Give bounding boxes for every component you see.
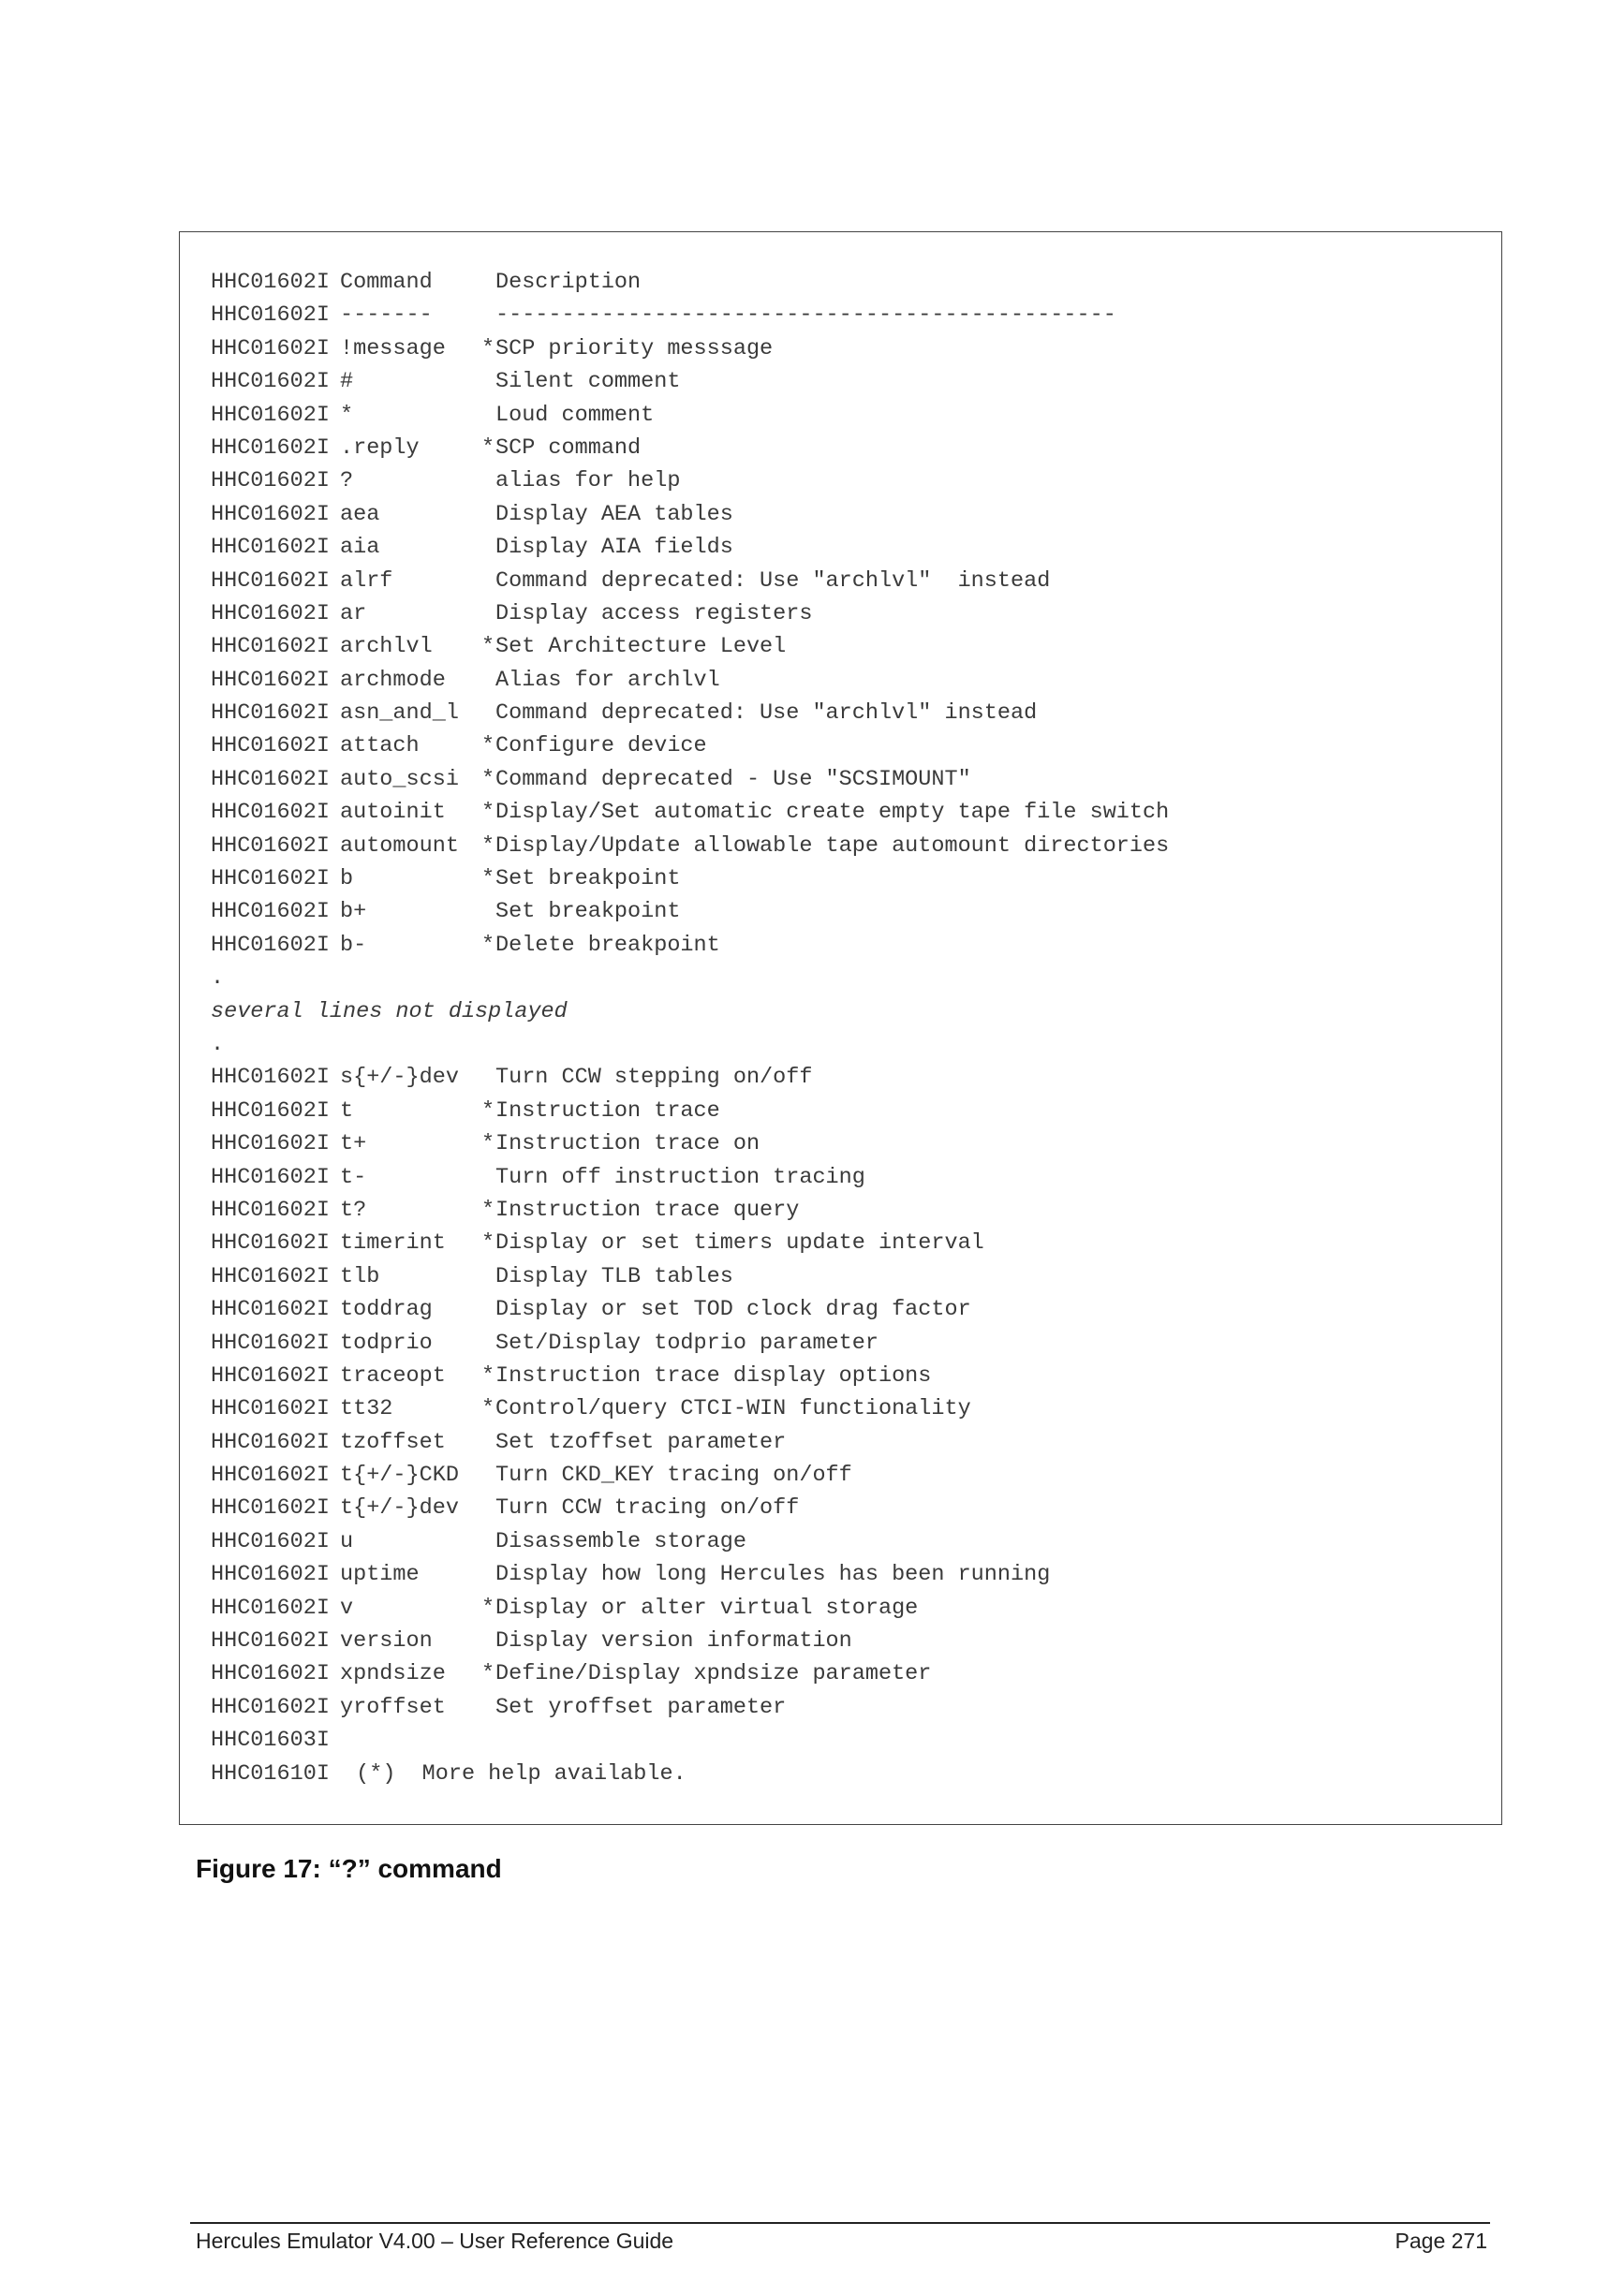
more-help-marker: * [480,866,495,892]
more-help-marker: * [480,335,495,361]
command-name: tlb [340,1263,380,1289]
command-name: version [340,1628,433,1655]
message-id: HHC01602I [211,535,330,561]
command-description: Display AIA fields [495,535,733,561]
tail-line: HHC01603I [211,1728,330,1754]
more-help-marker: * [480,1197,495,1223]
message-id: HHC01602I [211,1528,330,1554]
command-name: archlvl [340,634,433,660]
listing-row [211,763,1483,796]
listing-row [211,1558,1483,1591]
message-id: HHC01602I [211,567,330,594]
command-name: b+ [340,899,367,925]
message-id: HHC01602I [211,832,330,859]
listing-row [211,1327,1483,1360]
listing-row [211,1392,1483,1425]
message-id: HHC01602I [211,800,330,826]
more-help-marker: * [480,733,495,759]
message-id: HHC01602I [211,700,330,727]
command-name: t [340,1097,354,1124]
listing-row [211,1360,1483,1392]
command-description: Display AEA tables [495,501,733,527]
command-description: Display how long Hercules has been running [495,1562,1051,1588]
command-description: Instruction trace [495,1097,720,1124]
message-id: HHC01602I [211,468,330,494]
listing-row [211,729,1483,762]
more-help-marker: * [480,1595,495,1621]
command-description: Display/Update allowable tape automount directories [495,832,1170,859]
command-name: traceopt [340,1362,446,1389]
command-name: t+ [340,1131,367,1157]
listing-row [211,1061,1483,1094]
listing-row [211,1625,1483,1657]
command-name: aia [340,535,380,561]
listing-row [211,365,1483,398]
command-description: SCP priority messsage [495,335,774,361]
command-description: Delete breakpoint [495,932,720,958]
message-id: HHC01602I [211,1694,330,1720]
more-help-marker: * [480,634,495,660]
command-description: ----------------------------------------------- [495,302,1116,329]
command-description: Silent comment [495,369,681,395]
message-id: HHC01602I [211,1429,330,1455]
command-description: Display/Set automatic create empty tape file switch [495,800,1170,826]
command-description: Display access registers [495,600,813,626]
listing-row [211,862,1483,895]
message-id: HHC01602I [211,1595,330,1621]
more-help-marker: * [480,1230,495,1257]
listing-row [211,1592,1483,1625]
command-name: t? [340,1197,367,1223]
command-name: t{+/-}dev [340,1495,459,1522]
listing-row [211,697,1483,729]
command-description: Display or set timers update interval [495,1230,984,1257]
command-description: Display or alter virtual storage [495,1595,919,1621]
command-name: auto_scsi [340,766,459,792]
listing-row [211,796,1483,829]
more-help-marker: * [480,800,495,826]
listing-row [211,1525,1483,1558]
command-name: xpndsize [340,1661,446,1687]
message-id: HHC01602I [211,1628,330,1655]
command-description: Set Architecture Level [495,634,787,660]
command-description: Instruction trace on [495,1131,760,1157]
command-description: Turn CKD_KEY tracing on/off [495,1463,852,1489]
message-id: HHC01602I [211,733,330,759]
command-name: # [340,369,354,395]
command-name: b [340,866,354,892]
listing-row [211,1095,1483,1127]
command-description: Command deprecated: Use "archlvl" instead [495,567,1051,594]
more-help-marker: * [480,932,495,958]
listing-row [211,1127,1483,1160]
message-id: HHC01602I [211,501,330,527]
message-id: HHC01602I [211,1131,330,1157]
command-description: Control/query CTCI-WIN functionality [495,1396,971,1422]
command-description: Command deprecated - Use "SCSIMOUNT" [495,766,971,792]
message-id: HHC01602I [211,369,330,395]
listing-row [211,1426,1483,1459]
command-name: yroffset [340,1694,446,1720]
listing-row [211,399,1483,432]
command-name: Command [340,270,433,295]
listing-row [211,1260,1483,1293]
command-name: t- [340,1164,367,1190]
listing-row [211,597,1483,630]
command-description: Set breakpoint [495,866,681,892]
more-help-marker: * [480,766,495,792]
listing-row [211,1459,1483,1492]
command-description: Command deprecated: Use "archlvl" instead [495,700,1038,727]
message-id: HHC01602I [211,634,330,660]
message-id: HHC01602I [211,1065,330,1091]
command-name: asn_and_l [340,700,459,727]
command-description: alias for help [495,468,681,494]
message-id: HHC01602I [211,434,330,461]
command-name: ar [340,600,367,626]
command-name: attach [340,733,420,759]
message-id: HHC01602I [211,667,330,693]
gap-note: several lines not displayed [211,998,568,1024]
listing-row [211,1691,1483,1724]
command-name: t{+/-}CKD [340,1463,459,1489]
more-help-marker: * [480,832,495,859]
message-id: HHC01602I [211,1263,330,1289]
command-name: tt32 [340,1396,393,1422]
page-number: Page 271 [1395,2229,1487,2253]
command-name: uptime [340,1562,420,1588]
listing-row [211,630,1483,663]
message-id: HHC01602I [211,1661,330,1687]
listing-row [211,895,1483,928]
listing-row [211,266,1483,299]
command-name: * [340,402,354,428]
command-name: aea [340,501,380,527]
listing-row [211,464,1483,497]
message-id: HHC01602I [211,270,330,295]
command-description: Instruction trace display options [495,1362,932,1389]
command-description: Define/Display xpndsize parameter [495,1661,932,1687]
listing-row [211,1293,1483,1326]
command-name: b- [340,932,367,958]
message-id: HHC01602I [211,302,330,329]
command-description: Display or set TOD clock drag factor [495,1297,971,1323]
gap-dot: . [211,1031,225,1057]
command-name: ? [340,468,354,494]
message-id: HHC01602I [211,1297,330,1323]
more-help-marker: * [480,1097,495,1124]
command-name: archmode [340,667,446,693]
command-listing [211,266,1483,1790]
command-name: u [340,1528,354,1554]
more-help-marker: * [480,1131,495,1157]
message-id: HHC01602I [211,402,330,428]
message-id: HHC01602I [211,1164,330,1190]
command-name: tzoffset [340,1429,446,1455]
more-help-marker: * [480,1396,495,1422]
message-id: HHC01602I [211,1330,330,1356]
command-description: Configure device [495,733,707,759]
listing-row [211,830,1483,862]
message-id: HHC01602I [211,600,330,626]
more-help-marker: * [480,1661,495,1687]
command-description: Turn off instruction tracing [495,1164,865,1190]
footer-title: Hercules Emulator V4.00 – User Reference Guide [196,2229,674,2253]
command-listing-box [179,231,1502,1825]
message-id: HHC01602I [211,932,330,958]
command-name: todprio [340,1330,433,1356]
command-description: Alias for archlvl [495,667,720,693]
message-id: HHC01602I [211,1562,330,1588]
command-description: Turn CCW stepping on/off [495,1065,813,1091]
command-description: Loud comment [495,402,655,428]
command-description: Disassemble storage [495,1528,746,1554]
message-id: HHC01602I [211,335,330,361]
listing-row [211,929,1483,962]
message-id: HHC01602I [211,1097,330,1124]
listing-row [211,1657,1483,1690]
listing-row [211,432,1483,464]
listing-row [211,299,1483,331]
command-description: Description [495,270,642,295]
listing-row [211,1194,1483,1227]
message-id: HHC01602I [211,1362,330,1389]
message-id: HHC01602I [211,866,330,892]
message-id: HHC01602I [211,766,330,792]
listing-row [211,531,1483,564]
command-name: v [340,1595,354,1621]
listing-row [211,664,1483,697]
more-help-marker: * [480,434,495,461]
message-id: HHC01602I [211,1197,330,1223]
command-description: Set yroffset parameter [495,1694,787,1720]
message-id: HHC01602I [211,1396,330,1422]
command-name: timerint [340,1230,446,1257]
command-name: alrf [340,567,393,594]
command-description: Set breakpoint [495,899,681,925]
command-description: Instruction trace query [495,1197,800,1223]
figure-caption: Figure 17: “?” command [196,1854,502,1883]
command-description: Display version information [495,1628,852,1655]
command-name: automount [340,832,459,859]
message-id: HHC01602I [211,1463,330,1489]
command-description: SCP command [495,434,642,461]
command-name: !message [340,335,446,361]
command-description: Turn CCW tracing on/off [495,1495,800,1522]
command-description: Set/Display todprio parameter [495,1330,878,1356]
message-id: HHC01602I [211,1495,330,1522]
message-id: HHC01602I [211,1230,330,1257]
footer-rule [190,2222,1490,2224]
listing-row [211,565,1483,597]
command-description: Display TLB tables [495,1263,733,1289]
listing-row [211,1161,1483,1194]
listing-row [211,1227,1483,1259]
message-id: HHC01602I [211,899,330,925]
command-name: .reply [340,434,420,461]
more-help-marker: * [480,1362,495,1389]
command-name: s{+/-}dev [340,1065,459,1091]
command-name: autoinit [340,800,446,826]
listing-row [211,1492,1483,1524]
listing-row [211,498,1483,531]
gap-dot: . [211,965,225,992]
command-description: Set tzoffset parameter [495,1429,787,1455]
listing-row [211,332,1483,365]
tail-line: HHC01610I (*) More help available. [211,1760,687,1787]
command-name: ------- [340,302,433,329]
command-name: toddrag [340,1297,433,1323]
